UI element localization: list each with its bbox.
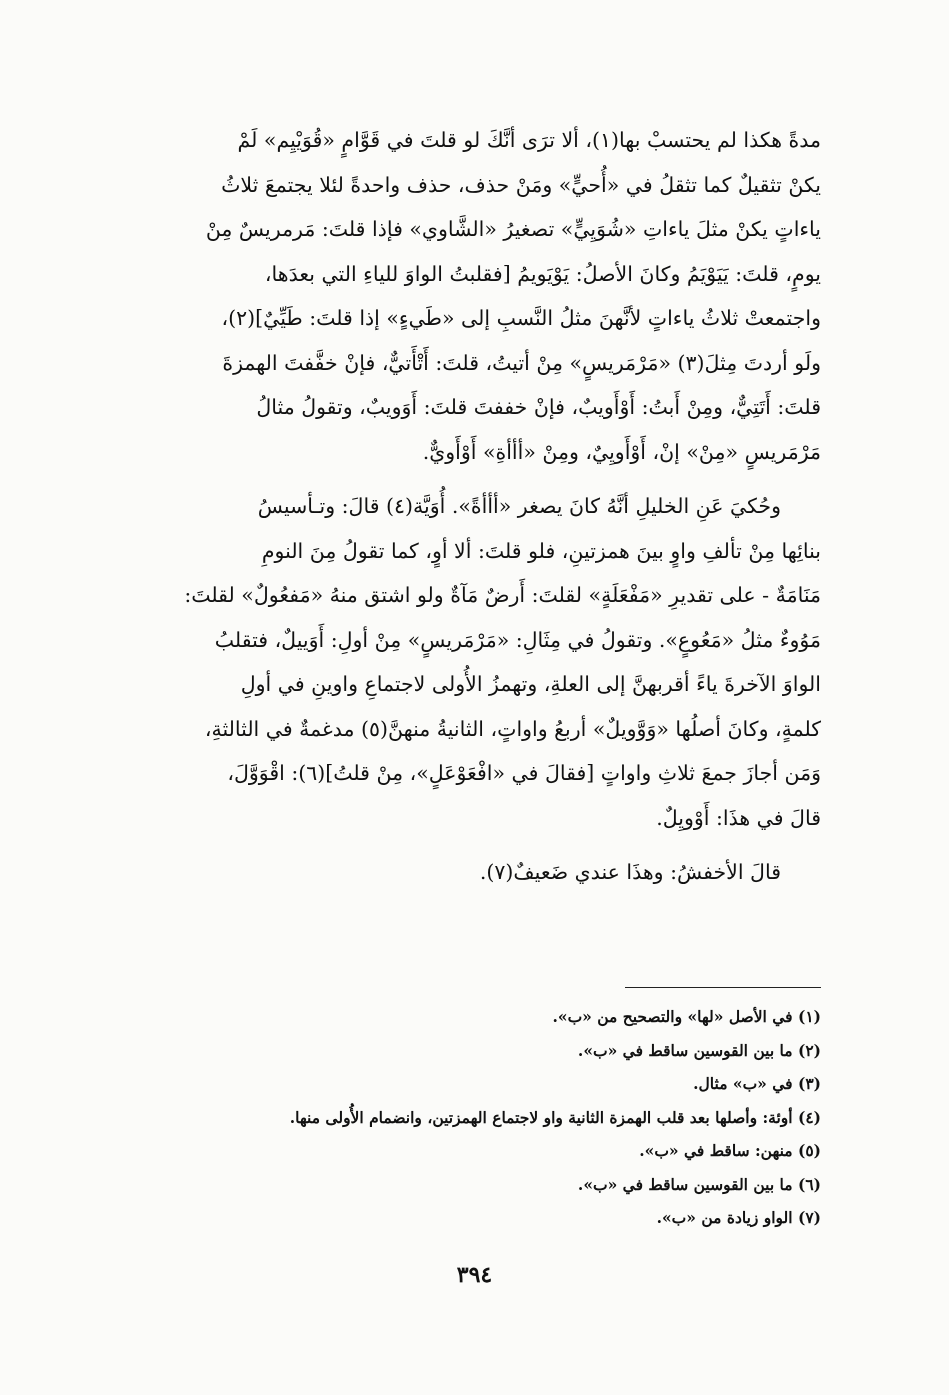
text-line: مَنَامَةٌ - على تقديرِ «مَفْعَلَةٍ» لقلتَ: أَرضٌ مَآةٌ ولو اشتق منهُ «مَفعُولٌ» لقلتَ:	[184, 583, 821, 607]
paragraph-3	[115, 850, 821, 895]
text-line: قالَ الأخفشُ: وهذَا عندي ضَعيفٌ(٧).	[479, 860, 781, 884]
text-line: الواوَ الآخرةَ ياءً أقربهنَّ إلى العلةِ، وتهمزُ الأُولى لاجتماعِ واوينِ في أولِ	[240, 672, 821, 696]
footnote-6: (٦) ما بين القوسين ساقط في «ب».	[577, 1174, 821, 1194]
footnote-5: (٥) منهن: ساقط في «ب».	[639, 1141, 821, 1160]
text-line: مَرْمَريسٍ «مِنْ» إنْ، أَوْأَويِيٌ، ومِنْ «أأأةِ» أَوْأَويٌّ.	[422, 439, 821, 464]
text-line: واجتمعتْ ثلاثُ ياءاتٍ لأنَّهنَ مثلُ النَّسبِ إلى «طَيءٍ» إذا قلتَ: طَيِّيٌ](٢)،	[221, 306, 821, 330]
text-line: وَمَن أجازَ جمعَ ثلاثِ واواتٍ [فقالَ في «افْعَوْعَلٍ»، مِنْ قلتُ](٦): اقْوَوَّلَ،	[227, 761, 821, 785]
footnote-7: (٧) الواو زيادة من «ب».	[656, 1208, 821, 1227]
text-line: ولَو أردتَ مِثلَ(٣) «مَرْمَريسٍ» مِنْ أتيتُ، قلتَ: أَتْأَتيٌّ، فإنْ خفَّفتَ الهمزةَ	[222, 350, 821, 375]
paragraph-1	[115, 118, 821, 474]
paragraph-2	[115, 484, 821, 840]
footnote-2: (٢) ما بين القوسين ساقط في «ب».	[577, 1040, 821, 1060]
footnote-4: (٤) أوئة: وأصلها بعد قلب الهمزة الثانية واو لاجتماع الهمزتين، وانضمام الأُولى منها.	[289, 1107, 821, 1127]
text-line: ياءاتٍ يكنْ مثلَ ياءاتِ «شُوَيِيٍّ» تصغيرُ «الشَّاوي» فإذا قلتَ: مَرمريسٌ مِنْ	[205, 217, 821, 241]
footnotes	[115, 1000, 821, 1235]
text-line: بنائِها مِنْ تألفِ واوٍ بينَ همزتينِ، فلو قلتَ: ألا أوٍ، كما تقولُ مِنَ النومِ	[261, 538, 821, 563]
text-line: كلمةٍ، وكانَ أصلُها «وَوَّويلٌ» أربعُ واواتٍ، الثانيةُ منهنَّ(٥) مدغمةٌ في الثالثةِ،	[204, 716, 821, 741]
text-line: مدةً هكذا لم يحتسبْ بها(١)، ألا ترَى أنَّكَ لو قلتَ في قَوَّامٍ «قُوَيْيِم» لَمْ	[237, 128, 821, 152]
main-text	[115, 118, 821, 895]
text-line: مَوُوءٌ مثلُ «مَعُوعٍ». وتقولُ في مِثَالِ: «مَرْمَريسٍ» مِنْ أولِ: أَوَييلٌ، فتقلبُ	[214, 627, 821, 652]
text-line: قلتَ: أَتَتِيٌّ، ومِنْ أَبتُ: أَوْأَويبٌ، فإنْ خففتَ قلتَ: أَوَويبٌ، وتقولُ مثالُ	[256, 395, 821, 419]
footnote-3: (٣) في «ب» مثال.	[693, 1074, 821, 1093]
footnote-divider	[625, 987, 821, 988]
text-line: وحُكيَ عَنِ الخليلِ أنَّهُ كانَ يصغر «أأأةً». أُوَيَّة(٤) قالَ: وتـأسيسُ	[257, 494, 781, 518]
footnote-1: (١) في الأصل «لها» والتصحيح من «ب».	[552, 1007, 821, 1026]
text-line: يومٍ، قلتَ: يَيَوْيَمُ وكانَ الأصلُ: يَوْيَويمُ [فقلبتُ الواوَ للياءِ التي بعدَها،	[264, 261, 821, 286]
page-number: ٣٩٤	[456, 1262, 493, 1288]
text-line: يكنْ تثقيلٌ كما تثقلُ في «أُحيٍّ» ومَنْ حذف، حذف واحدةً لئلا يجتمعَ ثلاثُ	[221, 172, 821, 197]
text-line: قالَ في هذَا: أَوْويِلٌ.	[656, 805, 821, 830]
